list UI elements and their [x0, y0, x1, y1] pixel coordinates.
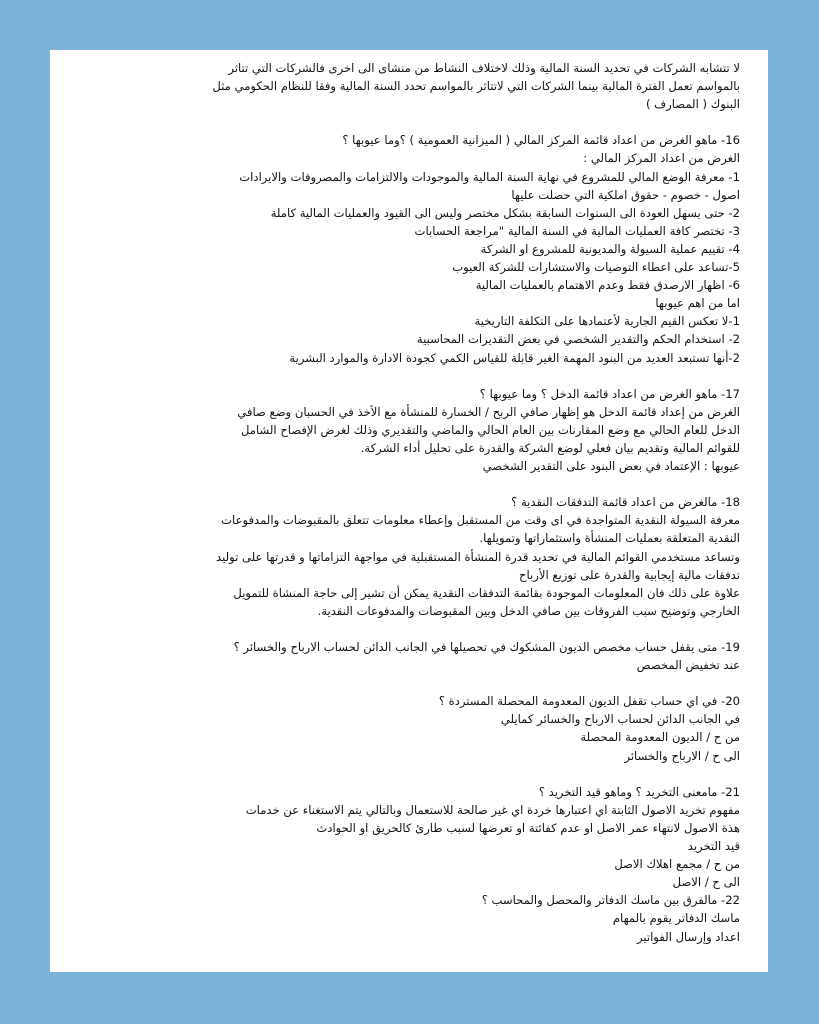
text-line: ماسك الدفاتر يقوم بالمهام — [612, 911, 740, 926]
text-line: الى ح / الارباح والخسائر — [624, 748, 740, 763]
text-line: الخارجي وتوضيح سبب الفروقات بين صافي الدخل وبين المقبوضات والمدفوعات النقدية. — [317, 603, 740, 618]
text-line: بالمواسم تعمل الفترة المالية بينما الشركات التي لاتتاثر بالمواسم تحدد السنة المالية وفقا للنظام الحكومي مثل — [212, 79, 740, 94]
question-20-heading: 20- في اي حساب تقفل الديون المعدومة المحصلة المستردة ؟ — [438, 694, 740, 709]
text-line: مفهوم تخريد الاصول الثابتة اي اعتبارها خردة اي غير صالحة للاستعمال وبالتالي يتم الاستغناء عن خدمات — [245, 802, 740, 817]
text-line: 4- تقييم عملية السيولة والمديونية للمشروع او الشركة — [480, 241, 740, 256]
question-21-section — [78, 783, 740, 892]
text-line: اعداد وإرسال الفواتير — [636, 929, 740, 944]
text-line: هذة الاصول لانتهاء عمر الاصل او عدم كفائتة او تعرضها لسبب طارئ كالحريق او الحوادث — [316, 820, 740, 835]
question-22-heading: 22- مالفرق بين ماسك الدفاتر والمحصل والمحاسب ؟ — [481, 893, 740, 908]
text-line: للقوائم المالية وتقديم بيان فعلي لوضع الشركة والقدرة على تحليل أداء الشركة. — [360, 440, 740, 455]
text-line: 2- حتى يسهل العودة الى السنوات السابقة بشكل مختصر وليس الى القيود والعمليات المالية كاملة — [270, 205, 740, 220]
text-line: لا تتشابه الشركات في تحديد السنة المالية وذلك لاختلاف النشاط من منشاى الى اخرى فالشركات التي تتاثر — [228, 61, 740, 75]
text-line: قيد التخريد — [687, 839, 740, 854]
text-line: الدخل للعام الحالي مع وضع المقارنات بين العام الحالي والماضي والتقديري وذلك لغرض الإفصاح الشامل — [241, 422, 740, 437]
text-line: من ح / مجمع اهلاك الاصل — [614, 857, 740, 872]
question-17-section — [78, 385, 740, 475]
text-line: اصول - خصوم - حقوق املكية التي حصلت عليها — [511, 187, 740, 202]
text-line: وتساعد مستخدمي القوائم المالية في تحديد قدرة المنشأة المستقبلية في مواجهة التزاماتها و قدرتها على توليد — [216, 549, 740, 564]
text-line: عيوبها : الإعتماد في بعض البنود على التقدير الشخصي — [482, 459, 740, 474]
text-line: تدفقات مالية إيجابية والقدرة على توزيع الأرباح — [519, 567, 740, 582]
question-20-section — [78, 692, 740, 764]
text-line: 2-أنها تستبعد العديد من البنود المهمة الغير قابلة للقياس الكمي كجودة الادارة والموارد البشرية — [289, 350, 740, 365]
question-19-section — [78, 638, 740, 674]
question-18-heading: 18- مالغرض من اعداد قائمة التدفقات النقدية ؟ — [511, 495, 740, 510]
text-line: 6- اظهار الارصدق فقط وعدم الاهتمام بالعمليات المالية — [475, 278, 740, 293]
text-line: النقدية المتعلقة بعمليات المنشأة واستثماراتها وتمويلها. — [479, 531, 740, 546]
question-21-heading: 21- مامعنى التخريد ؟ وماهو قيد التخريد ؟ — [538, 784, 740, 799]
text-line: 1- معرفة الوضع المالي للمشروع في نهاية السنة المالية والموجودات والالتزامات والمصروفات والايرادات — [239, 169, 740, 184]
question-19-heading: 19- متى يقفل حساب مخصص الديون المشكوك في تحصيلها في الجانب الدائن لحساب الارباح والخسائر ؟ — [233, 640, 740, 654]
text-line: في الجانب الدائن لحساب الارباح والخسائر كمايلي — [500, 712, 740, 727]
question-22-section — [78, 891, 740, 945]
text-line: البنوك ( المصارف ) — [645, 97, 740, 112]
text-line: 3- تختصر كافة العمليات المالية في السنة المالية "مراجعة الحسابات — [414, 223, 740, 238]
document-page — [50, 50, 768, 972]
text-line: 2- استخدام الحكم والتقدير الشخصي في بعض التقديرات المحاسبية — [416, 332, 740, 347]
text-line: 1-لا تعكس القيم الجارية لأعتمادها على التكلفة التاريخية — [474, 314, 740, 329]
text-line: علاوة على ذلك فان المعلومات الموجودة بقائمة التدفقات النقدية يمكن أن تشير إلى حاجة المنشاة للتمويل — [233, 585, 740, 600]
question-18-section — [78, 493, 740, 620]
question-16-section — [78, 131, 740, 366]
question-17-heading: 17- ماهو الغرض من اعداد قائمة الدخل ؟ وما عيوبها ؟ — [479, 386, 740, 401]
question-16-heading: 16- ماهو الغرض من اعداد قائمة المركز المالي ( الميزانية العمومية ) ؟وما عيوبها ؟ — [342, 133, 740, 148]
text-line: من ح / الديون المعدومة المحصلة — [580, 730, 740, 745]
intro-paragraph — [78, 59, 740, 113]
text-line: معرفة السيولة النقدية المتواجدة في اى وقت من المستقبل وإعطاء معلومات تتعلق بالمقبوضات والمدفوعات — [221, 513, 740, 528]
text-line: اما من اهم عيوبها — [655, 296, 740, 311]
text-line: الى ح / الاصل — [672, 875, 740, 890]
text-line: الغرض من إعداد قائمة الدخل هو إظهار صافي الربح / الخسارة للمنشأة مع الأخذ في الحسبان وضع صافي — [237, 404, 740, 419]
text-line: عند تخفيض المخصص — [636, 658, 740, 673]
text-line: 5-تساعد على اعطاء التوصيات والاستشارات للشركة العيوب — [452, 260, 740, 275]
text-line: الغرض من اعداد المركز المالي : — [583, 151, 740, 166]
